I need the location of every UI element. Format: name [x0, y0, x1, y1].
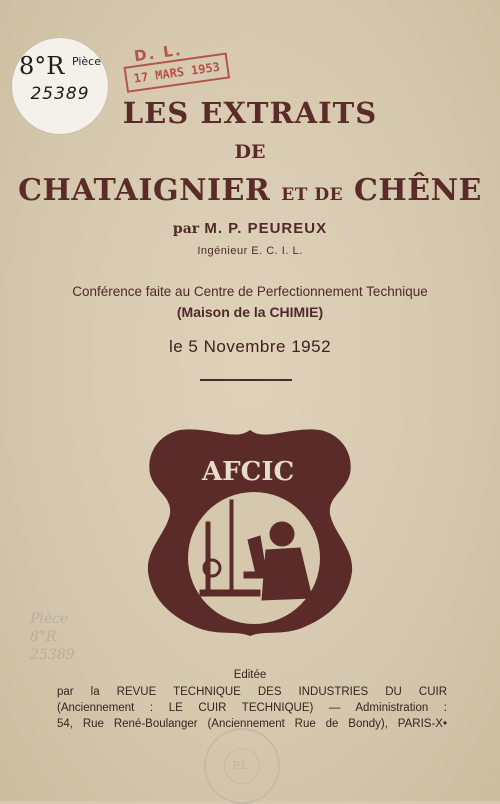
stamp-dl: D. L.: [132, 40, 184, 66]
label-shelfmark: 8°R: [18, 52, 65, 80]
seal-center: P.L.: [224, 748, 260, 784]
handwritten-shelfmark: [30, 610, 75, 664]
label-note: Pièce: [71, 55, 101, 68]
divider: [200, 379, 292, 381]
title-chataignier: CHATAIGNIER: [18, 173, 271, 208]
title-line-1: LES EXTRAITS: [122, 96, 378, 130]
afcic-logo: [140, 422, 360, 640]
publisher-line-2: (Anciennement : LE CUIR TECHNIQUE) — Administration :: [57, 702, 447, 714]
author-title: Ingénieur E. C. I. L.: [197, 245, 303, 257]
author-prefix: par: [172, 221, 200, 237]
edited-label: Editée: [233, 669, 267, 681]
library-seal: [204, 728, 280, 804]
title-et-de: ET DE: [281, 185, 344, 205]
author-name: M. P. PEUREUX: [204, 220, 328, 237]
publisher-line-3: 54, Rue René-Boulanger (Anciennement Rue de Bondy), PARIS-X•: [57, 718, 447, 730]
logo-text: AFCIC: [202, 457, 295, 487]
title-line-2: DE: [234, 141, 266, 163]
conference-date: le 5 Novembre 1952: [168, 337, 332, 356]
title-chene: CHÊNE: [353, 173, 482, 208]
publisher-line-1: par la REVUE TECHNIQUE DES INDUSTRIES DU CUIR: [57, 686, 447, 698]
label-number: 25389: [30, 84, 90, 104]
conference-place: (Maison de la CHIMIE): [176, 304, 324, 320]
hand-line-2: 8°R: [30, 629, 57, 645]
legal-deposit-stamp: [115, 34, 233, 99]
conference-line: Conférence faite au Centre de Perfectionnement Technique: [72, 284, 428, 299]
hand-line-1: Pièce: [30, 611, 69, 627]
hand-line-3: 25389: [30, 647, 75, 663]
title-line-3: [0, 173, 500, 208]
author-line: [0, 220, 500, 237]
publisher-block: [57, 684, 447, 732]
stamp-date: 17 MARS 1953: [124, 53, 231, 93]
